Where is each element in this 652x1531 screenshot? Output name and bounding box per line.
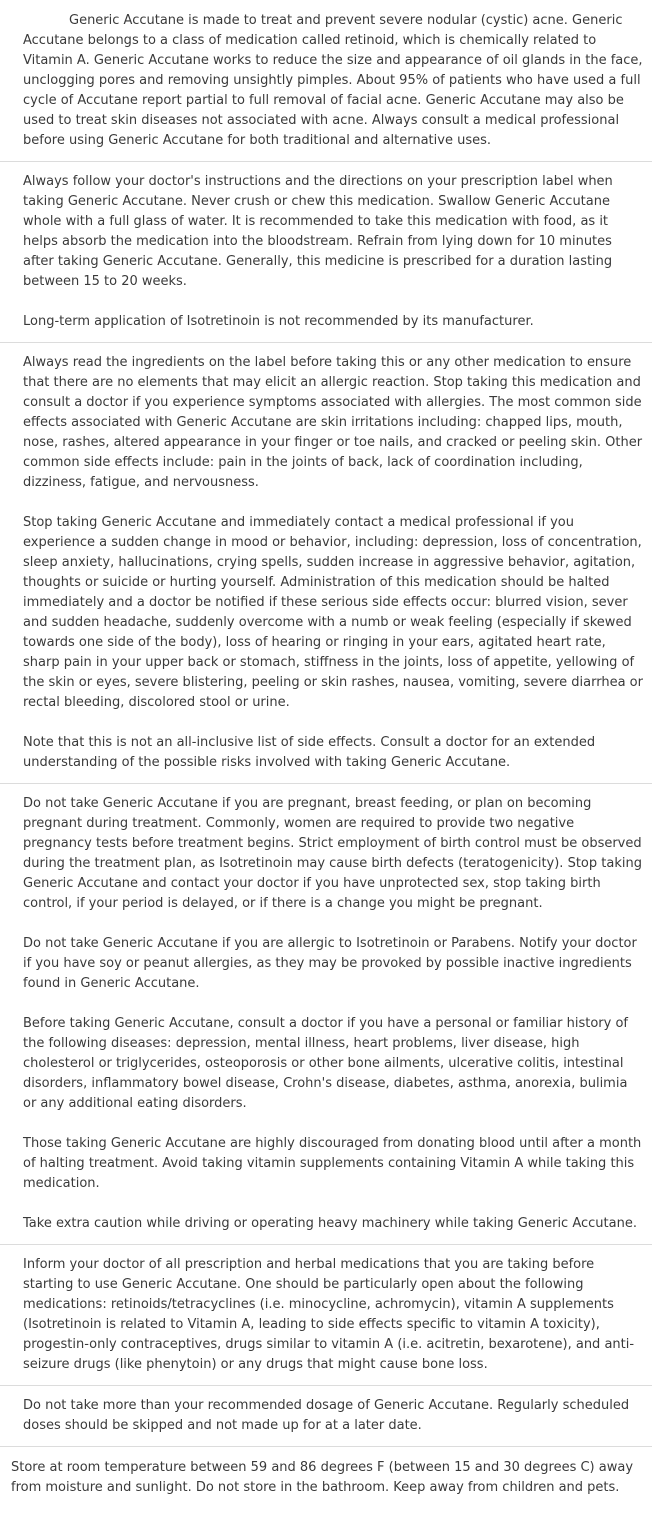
paragraph: Note that this is not an all-inclusive list of side effects. Consult a doctor for an extended understanding of the possible risks involved with taking Generic Accutane. xyxy=(23,735,596,770)
precautions-section xyxy=(0,784,652,1245)
directions-section xyxy=(0,162,652,343)
paragraph: Do not take Generic Accutane if you are allergic to Isotretinoin or Parabens. Notify your doctor if you have soy or peanut allergies, as they may be provoked by possible inactive ingredients found in Generic Accutane. xyxy=(23,936,637,991)
paragraph: Do not take Generic Accutane if you are pregnant, breast feeding, or plan on becoming pregnant during treatment. Commonly, women are required to provide two negative pregnancy tests before treatment begins. Strict employment of birth control must be observed during the treatment plan, as Isotretinoin may cause birth defects (teratogenicity). Stop taking Generic Accutane and contact your doctor if you have unprotected sex, stop taking birth control, if your period is delayed, or if there is a change you might be pregnant. xyxy=(23,796,642,911)
interactions-section xyxy=(0,1245,652,1386)
description-section xyxy=(0,0,652,162)
paragraph: Always follow your doctor's instructions and the directions on your prescription label when taking Generic Accutane. Never crush or chew this medication. Swallow Generic Accutane whole with a full glass of water. It is recommended to take this medication with food, as it helps absorb the medication into the bloodstream. Refrain from lying down for 10 minutes after taking Generic Accutane. Generally, this medicine is prescribed for a duration lasting between 15 to 20 weeks. xyxy=(23,174,613,289)
missed-dose-section xyxy=(0,1386,652,1447)
paragraph: Stop taking Generic Accutane and immediately contact a medical professional if you experience a sudden change in mood or behavior, including: depression, loss of concentration, sleep anxiety, hallucinations, crying spells, sudden increase in aggressive behavior, agitation, thoughts or suicide or hurting yourself. Administration of this medication should be halted immediately and a doctor be notified if these serious side effects occur: blurred vision, sever and sudden headache, suddenly overcome with a numb or weak feeling (especially if skewed towards one side of the body), loss of hearing or ringing in your ears, agitated heart rate, sharp pain in your upper back or stomach, stiffness in the joints, loss of appetite, yellowing of the skin or eyes, severe blistering, peeling or skin rashes, nausea, vomiting, severe diarrhea or rectal bleeding, discolored stool or urine. xyxy=(23,515,643,710)
paragraph: Inform your doctor of all prescription and herbal medications that you are taking before starting to use Generic Accutane. One should be particularly open about the following medications: retinoids/tetracyclines (i.e. minocycline, achromycin), vitamin A supplements (Isotretinoin is related to Vitamin A, leading to side effects specific to vitamin A toxicity), progestin-only contraceptives, drugs similar to vitamin A (i.e. acitretin, bexarotene), and anti-seizure drugs (like phenytoin) or any drugs that might cause bone loss. xyxy=(23,1257,635,1372)
paragraph: Long-term application of Isotretinoin is not recommended by its manufacturer. xyxy=(23,314,534,329)
paragraph: Take extra caution while driving or operating heavy machinery while taking Generic Accutane. xyxy=(23,1216,637,1231)
paragraph: Store at room temperature between 59 and 86 degrees F (between 15 and 30 degrees C) away from moisture and sunlight. Do not store in the bathroom. Keep away from children and pets. xyxy=(11,1460,634,1495)
paragraph: Always read the ingredients on the label before taking this or any other medication to ensure that there are no elements that may elicit an allergic reaction. Stop taking this medication and consult a doctor if you experience symptoms associated with allergies. The most common side effects associated with Generic Accutane are skin irritations including: chapped lips, mouth, nose, rashes, altered appearance in your finger or toe nails, and cracked or peeling skin. Other common side effects include: pain in the joints of back, lack of coordination including, dizziness, fatigue, and nervousness. xyxy=(23,355,643,490)
paragraph: Do not take more than your recommended dosage of Generic Accutane. Regularly scheduled doses should be skipped and not made up for at a later date. xyxy=(23,1398,630,1433)
paragraph: Those taking Generic Accutane are highly discouraged from donating blood until after a month of halting treatment. Avoid taking vitamin supplements containing Vitamin A while taking this medication. xyxy=(23,1136,642,1191)
paragraph: Generic Accutane is made to treat and prevent severe nodular (cystic) acne. Generic Accutane belongs to a class of medication called retinoid, which is chemically related to Vitamin A. Generic Accutane works to reduce the size and appearance of oil glands in the face, unclogging pores and removing unsightly pimples. About 95% of patients who have used a full cycle of Accutane report partial to full removal of facial acne. Generic Accutane may also be used to treat skin diseases not associated with acne. Always consult a medical professional before using Generic Accutane for both traditional and alternative uses. xyxy=(23,13,643,148)
paragraph: Before taking Generic Accutane, consult a doctor if you have a personal or familiar history of the following diseases: depression, mental illness, heart problems, liver disease, high cholesterol or triglycerides, osteoporosis or other bone ailments, ulcerative colitis, intestinal disorders, inflammatory bowel disease, Crohn's disease, diabetes, asthma, anorexia, bulimia or any additional eating disorders. xyxy=(23,1016,628,1111)
storage-section xyxy=(0,1447,652,1508)
side-effects-section xyxy=(0,343,652,784)
